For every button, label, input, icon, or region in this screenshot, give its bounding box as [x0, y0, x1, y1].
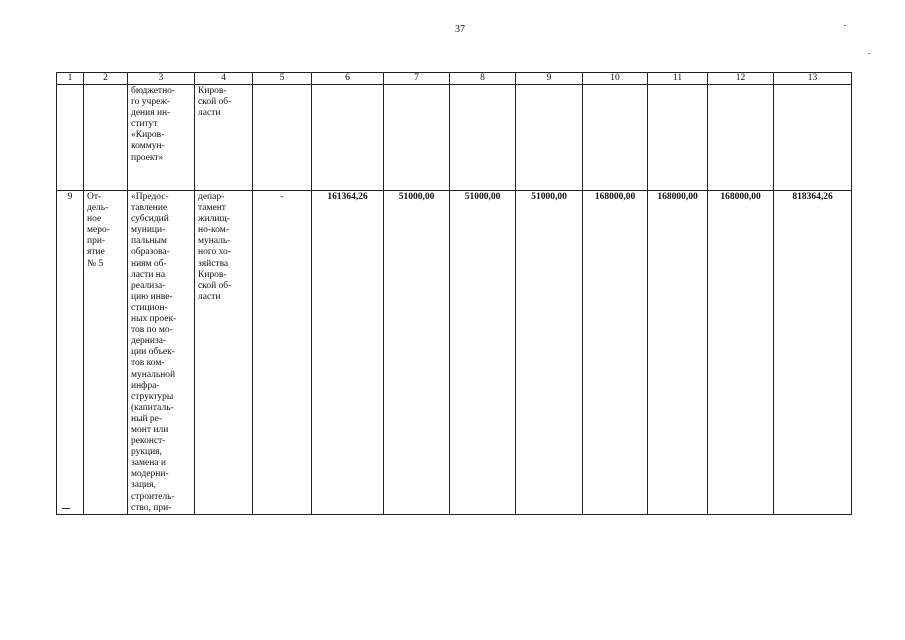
col-header: 6	[312, 73, 384, 85]
col-header: 11	[648, 73, 708, 85]
column-number-row	[57, 73, 852, 85]
col-header: 12	[708, 73, 774, 85]
col-header: 8	[450, 73, 516, 85]
amount-cell: 51000,00	[516, 191, 583, 515]
amount-cell: 168000,00	[708, 191, 774, 515]
scan-speck	[844, 25, 846, 26]
measure-description-cell: «Предос- тавление субсидий муници- пальным образова- ниям об- ласти на реализа- цию инве- стицион- ных проек- тов по мо- дерниза- ции объек- тов ком- мунальной инфра- структуры (капиталь- ный ре- монт или реконст- рукция, замена и модерни- зация, строитель- ство, при-	[128, 191, 195, 515]
col-header: 7	[384, 73, 450, 85]
executor-text-cell: бюджетно- го учреж- дения ин- ститут «Киров- коммун- проект»	[128, 85, 195, 191]
page-number: 37	[455, 24, 465, 35]
measure-type-cell: От- дель- ное меро- при- ятие № 5	[84, 191, 128, 515]
row-number-cell: 9	[57, 191, 84, 515]
col-header: 3	[128, 73, 195, 85]
col-header: 13	[774, 73, 852, 85]
budget-table	[56, 72, 852, 515]
scan-mark	[62, 508, 70, 509]
table-cell	[312, 85, 384, 191]
amount-cell: 51000,00	[384, 191, 450, 515]
table-cell	[708, 85, 774, 191]
col-header: 4	[195, 73, 253, 85]
table-cell	[774, 85, 852, 191]
amount-cell: 51000,00	[450, 191, 516, 515]
table-row-9	[57, 191, 852, 515]
table-cell	[516, 85, 583, 191]
col-header: 10	[583, 73, 648, 85]
col-header: 5	[253, 73, 312, 85]
table-cell	[253, 85, 312, 191]
region-text-cell: Киров- ской об- ласти	[195, 85, 253, 191]
col-header: 1	[57, 73, 84, 85]
col-header: 2	[84, 73, 128, 85]
amount-cell: 168000,00	[648, 191, 708, 515]
table-row-continuation	[57, 85, 852, 191]
col-header: 9	[516, 73, 583, 85]
amount-cell: 168000,00	[583, 191, 648, 515]
table-cell	[84, 85, 128, 191]
table-cell	[384, 85, 450, 191]
table-cell	[450, 85, 516, 191]
total-amount-cell: 818364,26	[774, 191, 852, 515]
table-cell	[57, 85, 84, 191]
responsible-department-cell: депар- тамент жилищ- но-ком- муналь- ного хо- зяйства Киров- ской об- ласти	[195, 191, 253, 515]
table-cell	[648, 85, 708, 191]
table-cell	[583, 85, 648, 191]
table-cell: -	[253, 191, 312, 515]
amount-cell: 161364,26	[312, 191, 384, 515]
scan-speck	[868, 53, 870, 54]
